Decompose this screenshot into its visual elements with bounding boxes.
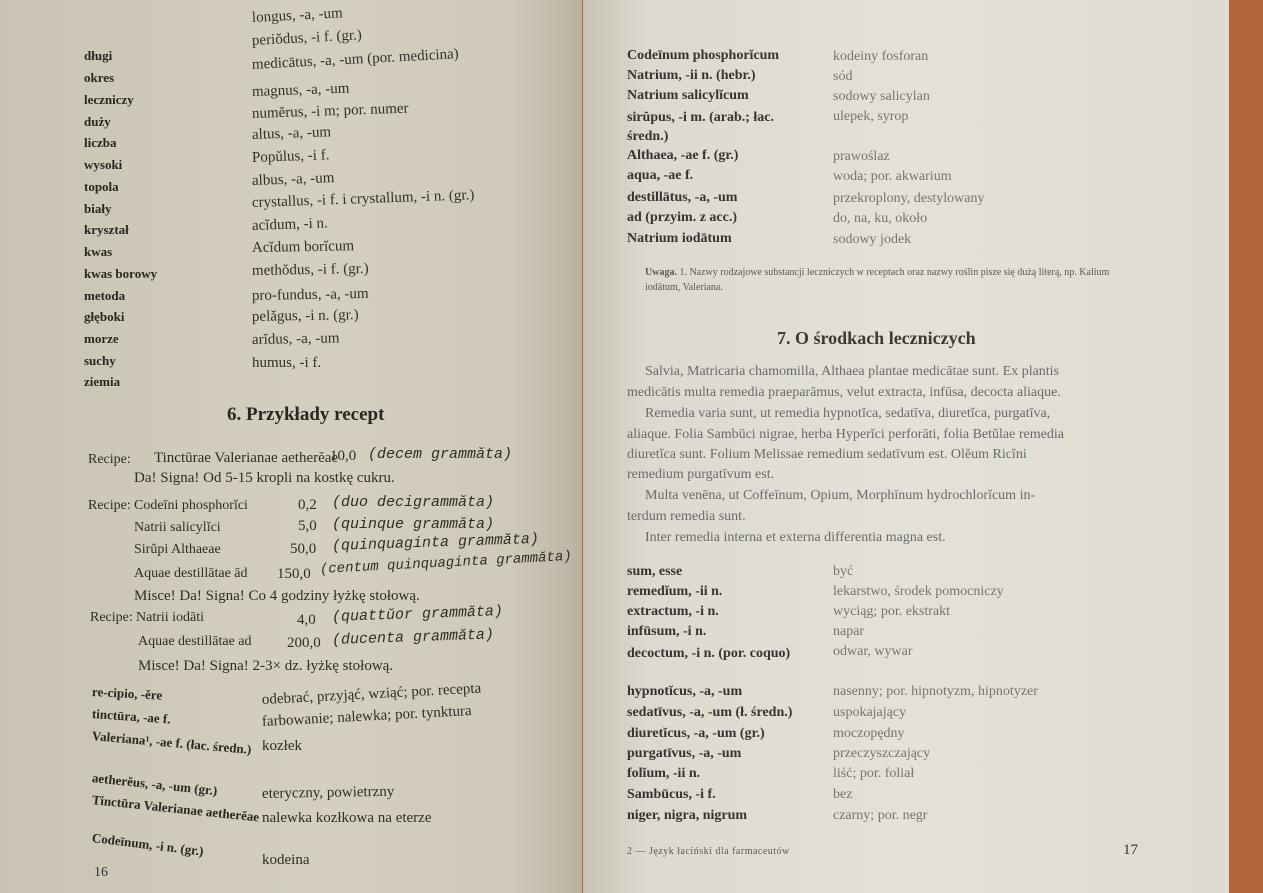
- recipe-ingredient: Aquae destillātae ād: [134, 566, 248, 581]
- latin-item: arĭdus, -a, -um: [251, 330, 340, 348]
- latin-item: pro-fundus, -a, -um: [251, 285, 369, 304]
- label-item: duży: [84, 114, 111, 129]
- latin-term: niger, nigra, nigrum: [627, 808, 748, 823]
- vocab-term: re-cipio, -ĕre: [91, 684, 163, 703]
- recipe-amount: 10,0: [330, 448, 357, 464]
- latin-term: Natrium salicylĭcum: [627, 88, 749, 103]
- latin-item: medicātus, -a, -um (por. medicina): [251, 46, 460, 73]
- latin-item: acĭdum, -i n.: [251, 215, 329, 234]
- latin-item: longus, -a, -um: [251, 5, 344, 26]
- vocab-term: Tinctūra Valerianae aetherĕae: [91, 792, 260, 825]
- latin-term: hypnotĭcus, -a, -um: [627, 684, 743, 699]
- latin-term: remedĭum, -ii n.: [627, 584, 723, 599]
- polish-gloss: do, na, ku, około: [833, 211, 928, 226]
- paragraph-line: terdum remedia sunt.: [627, 509, 746, 524]
- vocab-definition: kozłek: [262, 738, 302, 754]
- label-item: morze: [84, 331, 119, 346]
- section-heading: 7. O środkach leczniczych: [777, 328, 976, 348]
- recipe-note: (ducenta grammăta): [331, 626, 495, 649]
- vocab-term: tinctūra, -ae f.: [91, 706, 172, 727]
- paragraph-line: remedium purgatīvum est.: [627, 467, 775, 482]
- recipe-note: (quinque grammăta): [332, 516, 495, 533]
- polish-gloss: lekarstwo, środek pomocniczy: [833, 584, 1004, 599]
- polish-gloss: przekroplony, destylowany: [833, 191, 985, 206]
- polish-gloss: moczopędny: [833, 726, 905, 741]
- latin-item: methŏdus, -i f. (gr.): [251, 260, 369, 279]
- label-item: wysoki: [84, 157, 123, 172]
- recipe-ingredient: Misce! Da! Signa! Co 4 godziny łyżkę stołową.: [134, 588, 420, 604]
- latin-item: humus, -i f.: [252, 355, 322, 371]
- polish-gloss: prawoślaz: [833, 149, 890, 164]
- paragraph-line: Salvia, Matricaria chamomilla, Althaea plantae medicātae sunt. Ex plantis: [645, 364, 1060, 379]
- polish-gloss: nasenny; por. hipnotyzm, hipnotyzer: [833, 684, 1038, 699]
- recipe-ingredient: Aquae destillātae ad: [138, 634, 252, 649]
- latin-term: sum, esse: [627, 564, 683, 579]
- note-label: Uwaga.: [645, 267, 677, 278]
- label-item: kryształ: [84, 222, 129, 237]
- latin-term: Codeīnum phosphorĭcum: [627, 48, 780, 63]
- latin-term: folĭum, -ii n.: [627, 766, 701, 781]
- recipe-note: (decem grammăta): [368, 446, 513, 463]
- polish-gloss: sodowy jodek: [833, 232, 912, 247]
- vocab-definition: odebrać, przyjąć, wziąć; por. recepta: [261, 680, 482, 708]
- latin-item: Popŭlus, -i f.: [251, 147, 330, 166]
- footer-signature: 2 — Język łaciński dla farmaceutów: [627, 846, 790, 857]
- recipe-ingredient: Natrii salicylĭci: [134, 520, 221, 535]
- polish-gloss: woda; por. akwarium: [833, 169, 952, 184]
- note-text: 1. Nazwy rodzajowe substancji leczniczych w receptach oraz nazwy roślin pisze się dużą literą, np. Kalium iodātum, Valeriana.: [645, 267, 1110, 293]
- right-page: [583, 0, 1229, 893]
- latin-term: sedatīvus, -a, -um (ł. średn.): [627, 705, 793, 720]
- vocab-definition: nalewka kozłkowa na eterze: [262, 810, 432, 826]
- recipe-prefix: Recipe:: [90, 610, 133, 625]
- latin-item: Acĭdum borĭcum: [251, 238, 355, 256]
- label-item: metoda: [84, 288, 126, 303]
- recipe-amount: 5,0: [298, 518, 317, 534]
- recipe-ingredient: Tinctūrae Valerianae aetherĕae: [154, 450, 339, 466]
- paragraph-line: Remedia varia sunt, ut remedia hypnotĭca, sedatīva, diuretĭca, purgatīva,: [645, 406, 1051, 421]
- vocab-term: aetherĕus, -a, -um (gr.): [91, 770, 219, 799]
- label-item: topola: [84, 179, 119, 194]
- paragraph-line: medicātis multa remedia praeparāmus, velut extracta, infūsa, decocta aliaque.: [627, 385, 1061, 400]
- latin-term: Natrium, -ii n. (hebr.): [627, 68, 756, 83]
- label-item: okres: [84, 70, 115, 85]
- recipe-prefix: Recipe:: [88, 498, 131, 513]
- label-item: długi: [84, 48, 113, 63]
- latin-term: destillātus, -a, -um: [627, 190, 738, 205]
- polish-gloss: ulepek, syrop: [833, 109, 909, 124]
- polish-gloss: czarny; por. negr: [833, 808, 928, 823]
- polish-gloss: sód: [833, 69, 853, 84]
- vocab-definition: farbowanie; nalewka; por. tynktura: [261, 703, 473, 730]
- label-item: liczba: [84, 135, 117, 150]
- recipe-note: (quinquaginta grammăta): [331, 530, 540, 555]
- latin-term: infūsum, -i n.: [627, 624, 707, 639]
- latin-item: numĕrus, -i m; por. numer: [251, 100, 409, 122]
- polish-gloss: kodeiny fosforan: [833, 49, 929, 64]
- recipe-note: (duo decigrammăta): [332, 494, 495, 511]
- label-item: głęboki: [84, 309, 125, 324]
- polish-gloss: wyciąg; por. ekstrakt: [833, 604, 951, 619]
- recipe-prefix: Recipe:: [88, 452, 131, 467]
- recipe-ingredient: Misce! Da! Signa! 2-3× dz. łyżkę stołową.: [138, 658, 394, 674]
- polish-gloss: liść; por. foliał: [833, 766, 915, 781]
- paragraph-line: Multa venēna, ut Coffeīnum, Opium, Morphīnum hydrochlorĭcum in-: [645, 488, 1036, 503]
- vocab-definition: kodeina: [262, 852, 310, 868]
- latin-item: pelăgus, -i n. (gr.): [251, 307, 359, 325]
- recipe-ingredient: Natrii iodāti: [136, 610, 205, 625]
- latin-term: sirŭpus, -i m. (arab.; łac. średn.): [627, 110, 774, 144]
- label-item: suchy: [84, 353, 116, 368]
- latin-term: Natrium iodātum: [627, 231, 732, 246]
- vocab-term: Valeriana¹, -ae f. (łac. średn.): [91, 728, 252, 757]
- latin-term: decoctum, -i n. (por. coquo): [627, 646, 791, 661]
- recipe-ingredient: Da! Signa! Od 5-15 kropli na kostkę cukru.: [134, 470, 395, 486]
- label-item: leczniczy: [84, 92, 134, 107]
- polish-gloss: odwar, wywar: [833, 644, 913, 659]
- page-number-left: 16: [94, 865, 108, 880]
- latin-term: extractum, -i n.: [627, 604, 719, 619]
- recipe-ingredient: Sirŭpi Althaeae: [134, 542, 221, 557]
- vocab-term: Codeīnum, -i n. (gr.): [91, 830, 205, 859]
- label-item: kwas: [84, 244, 113, 259]
- latin-item: periŏdus, -i f. (gr.): [251, 27, 363, 49]
- latin-term: Sambūcus, -i f.: [627, 787, 716, 802]
- paragraph-line: Inter remedia interna et externa differentia magna est.: [645, 530, 946, 545]
- label-item: kwas borowy: [84, 266, 158, 281]
- latin-term: aqua, -ae f.: [627, 168, 694, 183]
- vocab-definition: eteryczny, powietrzny: [261, 783, 395, 802]
- recipe-amount: 50,0: [290, 541, 317, 557]
- note-paragraph: [645, 265, 1145, 295]
- recipe-amount: 4,0: [297, 612, 316, 628]
- polish-gloss: uspokajający: [833, 705, 907, 720]
- latin-item: magnus, -a, -um: [251, 80, 350, 100]
- recipe-amount: 200,0: [287, 635, 321, 651]
- latin-item: altus, -a, -um: [251, 124, 332, 143]
- latin-term: purgatīvus, -a, -um: [627, 746, 742, 761]
- latin-item: albus, -a, -um: [251, 170, 335, 189]
- latin-term: diuretĭcus, -a, -um (gr.): [627, 726, 765, 741]
- page-number-right: 17: [1123, 842, 1138, 858]
- paragraph-line: diuretĭca sunt. Folium Melissae remedium sedatīvum est. Olĕum Ricĭni: [627, 447, 1027, 462]
- label-item: biały: [84, 201, 112, 216]
- recipe-note: (centum quinquaginta grammăta): [319, 548, 573, 578]
- polish-gloss: przeczyszczający: [833, 746, 931, 761]
- paragraph-line: aliaque. Folia Sambūci nigrae, herba Hyperĭci perforāti, folia Betŭlae remedia: [627, 427, 1064, 442]
- label-item: ziemia: [84, 374, 121, 389]
- recipe-ingredient: Codeīni phosphorĭci: [134, 498, 248, 513]
- latin-item: crystallus, -i f. i crystallum, -i n. (gr.): [251, 187, 475, 211]
- recipe-note: (quattŭor grammăta): [331, 603, 504, 626]
- polish-gloss: sodowy salicylan: [833, 89, 930, 104]
- polish-gloss: bez: [833, 787, 853, 802]
- recipe-amount: 0,2: [298, 497, 317, 513]
- latin-term: Althaea, -ae f. (gr.): [627, 148, 739, 163]
- left-page: [0, 0, 582, 893]
- recipe-amount: 150,0: [277, 566, 311, 582]
- polish-gloss: być: [833, 564, 854, 579]
- polish-gloss: napar: [833, 624, 865, 639]
- section-heading: 6. Przykłady recept: [227, 404, 385, 425]
- latin-term: ad (przyim. z acc.): [627, 210, 738, 225]
